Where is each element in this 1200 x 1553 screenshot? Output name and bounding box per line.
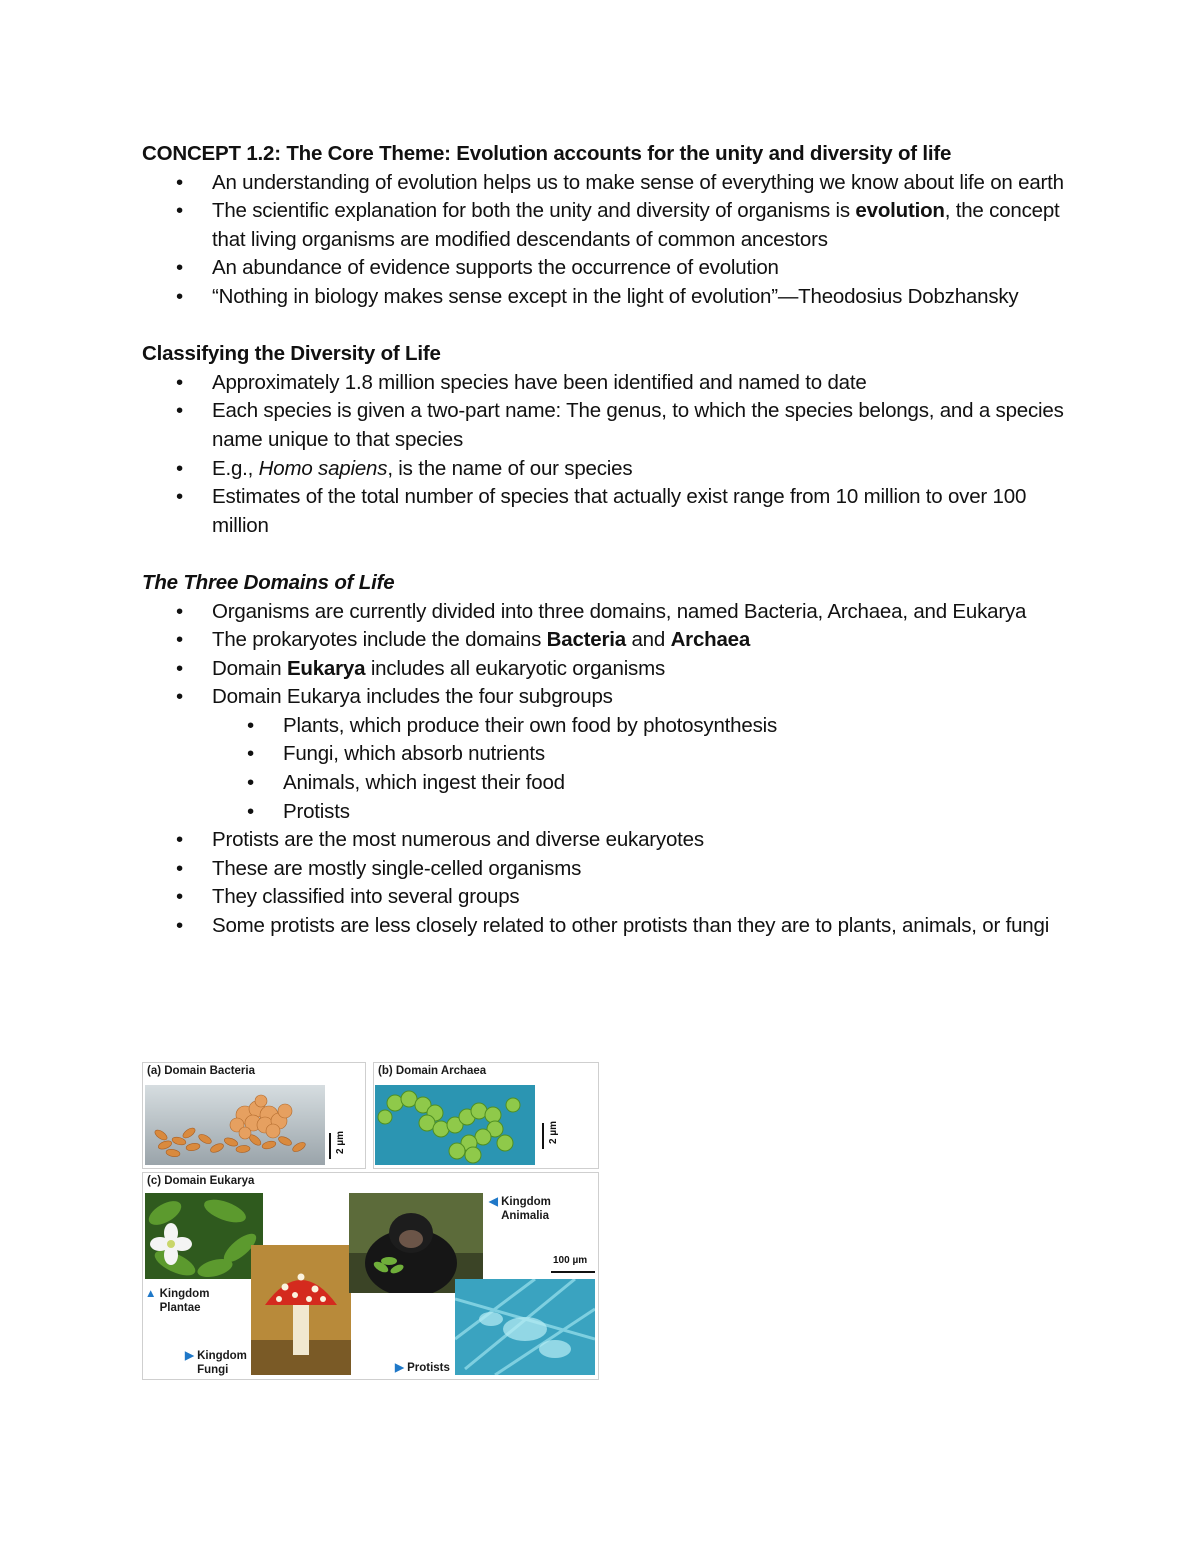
list-item-text: Protists [283, 799, 350, 823]
list-item [142, 397, 1072, 454]
list-item-text: E.g., [212, 456, 259, 480]
list-item [142, 683, 1072, 712]
mushroom-photo [251, 1245, 351, 1375]
list-item-text: Domain Eukarya includes the four subgroups [212, 685, 613, 709]
archaea-photo [375, 1085, 535, 1165]
scale-bar [329, 1133, 331, 1159]
classifying-heading: Classifying the Diversity of Life [142, 342, 441, 366]
sub-list-item [142, 740, 1072, 769]
list-item [142, 626, 1072, 655]
domains-heading: The Three Domains of Life [142, 570, 395, 594]
bacteria-label: (a) Domain Bacteria [147, 1065, 256, 1077]
list-item-text: Approximately 1.8 million species have been identified and named to date [212, 370, 867, 394]
scale-label: 2 µm [548, 1121, 559, 1144]
scale-bar [542, 1123, 544, 1149]
caption-text: Kingdom Fungi [197, 1350, 247, 1376]
list-item-text: Protists are the most numerous and diverse eukaryotes [212, 828, 704, 852]
protists-label [395, 1361, 450, 1375]
sub-list-item [142, 798, 1072, 827]
list-item-text: The prokaryotes include the domains [212, 628, 547, 652]
concept-heading: CONCEPT 1.2: The Core Theme: Evolution accounts for the unity and diversity of life [142, 142, 952, 165]
list-item-text: They classified into several groups [212, 885, 520, 909]
triangle-right-icon: ▶ [395, 1362, 404, 1374]
bold-term: Archaea [670, 628, 751, 652]
list-item-text: The scientific explanation for both the unity and diversity of organisms is [212, 199, 856, 223]
scale-bar [551, 1271, 595, 1273]
sub-list-item [142, 712, 1072, 741]
list-item-text: An abundance of evidence supports the occurrence of evolution [212, 256, 779, 280]
kingdom-fungi-label [185, 1349, 253, 1377]
list-item-text: Domain [212, 656, 287, 680]
protist-image [455, 1279, 595, 1375]
list-item-text: “Nothing in biology makes sense except in the light of evolution”—Theodosius Dobzhansky [212, 284, 1019, 308]
list-item [142, 483, 1072, 540]
spacer [142, 540, 1072, 569]
bacteria-panel [142, 1062, 366, 1169]
list-item-text: Fungi, which absorb nutrients [283, 742, 545, 766]
list-item [142, 855, 1072, 884]
caption-text: Kingdom Plantae [159, 1288, 210, 1314]
list-item-text: An understanding of evolution helps us to make sense of everything we know about life on earth [212, 170, 1064, 194]
list-item-text: Estimates of the total number of species that actually exist range from 10 million to over 100 million [212, 485, 1027, 537]
list-item [142, 598, 1072, 627]
list-item-text: includes all eukaryotic organisms [365, 656, 666, 680]
bold-term: Eukarya [286, 656, 366, 680]
bold-term: evolution [855, 199, 945, 223]
scale-label: 100 µm [553, 1255, 588, 1266]
list-item [142, 455, 1072, 484]
triangle-up-icon: ▲ [145, 1288, 157, 1300]
species-name: Homo sapiens [258, 456, 388, 480]
eukarya-panel [142, 1172, 599, 1380]
chimpanzee-photo [349, 1193, 483, 1293]
list-item [142, 283, 1072, 312]
plant-photo [145, 1193, 263, 1279]
eukarya-label: (c) Domain Eukarya [147, 1175, 255, 1187]
domains-list [142, 598, 1072, 941]
list-item-text: These are mostly single-celled organisms [212, 856, 582, 880]
list-item [142, 169, 1072, 198]
bold-term: Bacteria [546, 628, 626, 652]
list-item-text: Each species is given a two-part name: The genus, to which the species belongs, and a species name unique to that species [212, 399, 1064, 451]
scale-label: 2 µm [335, 1131, 346, 1154]
archaea-image [375, 1085, 535, 1165]
list-item [142, 826, 1072, 855]
concept-list [142, 169, 1072, 312]
triangle-left-icon: ◀ [489, 1196, 498, 1208]
list-item [142, 197, 1072, 254]
kingdom-plantae-label [145, 1287, 216, 1315]
classifying-list [142, 369, 1072, 541]
list-item [142, 254, 1072, 283]
bacteria-photo [145, 1085, 325, 1165]
list-item [142, 369, 1072, 398]
list-item [142, 883, 1072, 912]
archaea-panel [373, 1062, 599, 1169]
spacer [142, 312, 1072, 341]
list-item-text: Animals, which ingest their food [283, 771, 565, 795]
caption-text: Protists [407, 1362, 450, 1374]
document-body [142, 140, 1072, 941]
kingdom-animalia-label [489, 1195, 561, 1223]
chimpanzee-image [349, 1193, 483, 1293]
list-item-text: , is the name of our species [387, 456, 633, 480]
list-item [142, 655, 1072, 684]
list-item-text: Some protists are less closely related to other protists than they are to plants, animals, or fungi [212, 914, 1050, 938]
list-item-text: Plants, which produce their own food by photosynthesis [283, 713, 778, 737]
caption-text: Kingdom Animalia [501, 1196, 551, 1222]
archaea-label: (b) Domain Archaea [378, 1065, 487, 1077]
list-item-text: , the concept that living organisms are modified descendants of common ancestors [212, 199, 1060, 251]
mushroom-image [251, 1245, 351, 1375]
sub-list-item [142, 769, 1072, 798]
plant-image [145, 1193, 263, 1279]
list-item-text: and [625, 628, 671, 652]
list-item [142, 912, 1072, 941]
bacteria-image [145, 1085, 325, 1165]
list-item-text: Organisms are currently divided into three domains, named Bacteria, Archaea, and Eukarya [212, 599, 1027, 623]
triangle-right-icon: ▶ [185, 1350, 194, 1362]
protist-photo [455, 1279, 595, 1375]
